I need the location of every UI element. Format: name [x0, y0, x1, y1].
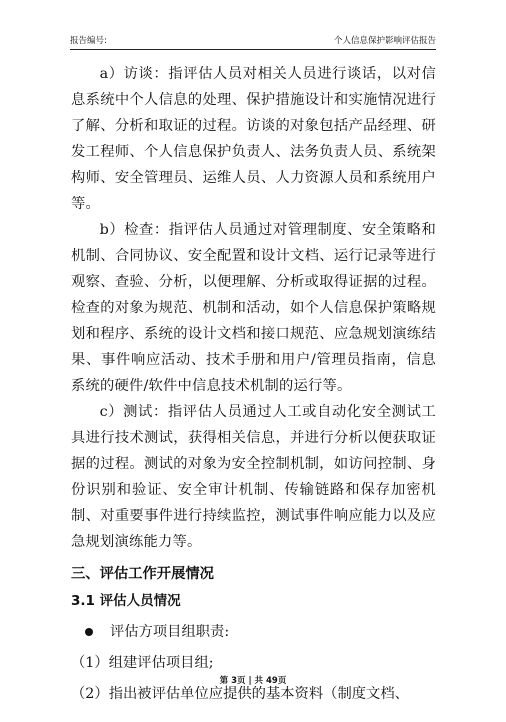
page-header [70, 34, 436, 48]
subsection-heading: 3.1 评估人员情况 [71, 593, 181, 609]
paragraph-inspection: b）检查：指评估人员通过对管理制度、安全策略和机制、合同协议、安全配置和设计文档、运行记录等进行观察、查验、分析，以便理解、分析或取得证据的过程。检查的对象为规范、机制和活动，如个人信息保护策略规划和程序、系统的设计文档和接口规范、应急规划演练结果、事件响应活动、技术手册和用户/管理员指南，信息系统的硬件/软件中信息技术机制的运行等。 [71, 222, 436, 394]
document-body [71, 61, 436, 707]
paragraph-testing: c）测试：指评估人员通过人工或自动化安全测试工具进行技术测试，获得相关信息，并进行分析以便获取证据的过程。测试的对象为安全控制机制，如访问控制、身份识别和验证、安全审计机制、传输链路和保存加密机制、对重要事件进行持续监控，测试事件响应能力以及应急规划演练能力等。 [71, 404, 436, 550]
bullet-item [71, 619, 436, 645]
page-footer: 第 3页 | 共 49页 [219, 676, 287, 686]
header-divider [70, 49, 436, 50]
bullet-dot-icon [85, 628, 93, 636]
section-heading: 三、评估工作开展情况 [71, 566, 214, 582]
list-item: （2）指出被评估单位应提供的基本资料（制度文档、 [71, 686, 409, 702]
report-number-label: 报告编号: [70, 36, 107, 46]
list-item: （1）组建评估项目组; [71, 655, 214, 671]
paragraph-interview: a）访谈：指评估人员对相关人员进行谈话，以对信息系统中个人信息的处理、保护措施设计和实施情况进行了解、分析和取证的过程。访谈的对象包括产品经理、研发工程师、个人信息保护负责人、法务负责人员、系统架构师、安全管理员、运维人员、人力资源人员和系统用户等。 [71, 66, 436, 212]
report-title: 个人信息保护影响评估报告 [333, 36, 436, 46]
bullet-text: 评估方项目组职责: [110, 624, 230, 640]
